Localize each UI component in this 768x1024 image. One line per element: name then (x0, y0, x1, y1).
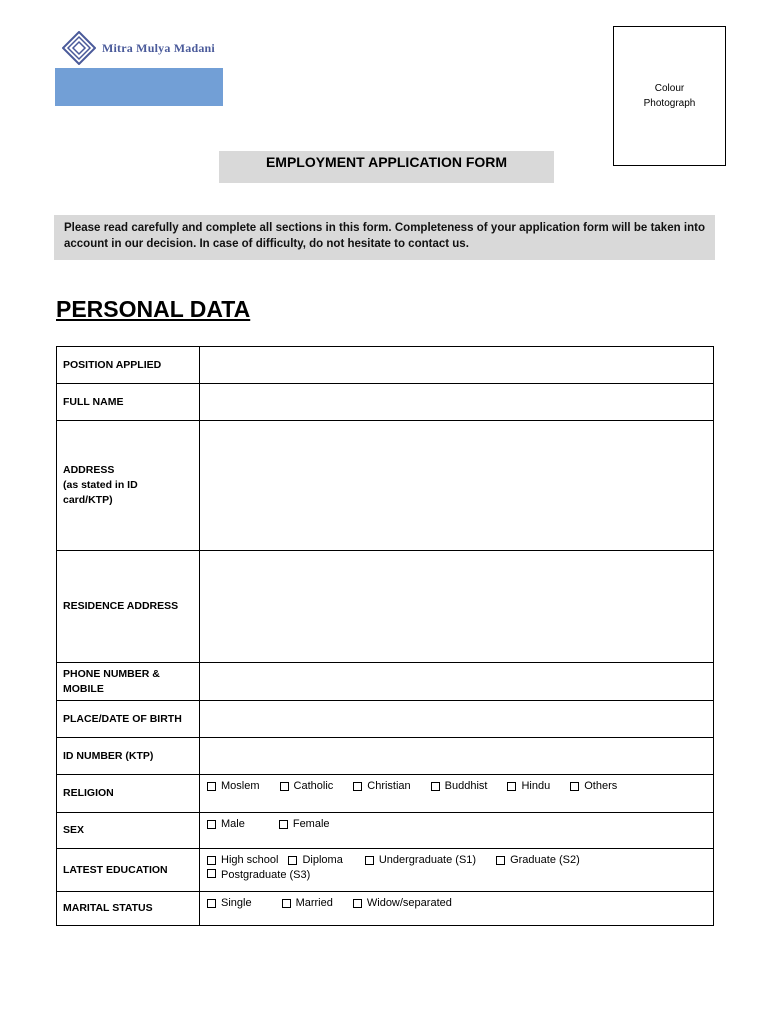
row-id-number (57, 738, 714, 775)
religion-option-christian[interactable] (353, 779, 410, 794)
input-address[interactable] (200, 421, 714, 551)
row-marital-status (57, 892, 714, 926)
checkbox-icon[interactable] (207, 869, 216, 878)
education-option-diploma[interactable] (288, 853, 342, 868)
marital-options (200, 892, 714, 926)
option-label: Diploma (302, 854, 343, 866)
input-birth[interactable] (200, 701, 714, 738)
row-address (57, 421, 714, 551)
option-label: Christian (367, 780, 411, 792)
religion-option-buddhist[interactable] (431, 779, 488, 794)
input-phone[interactable] (200, 663, 714, 701)
notice-text: Please read carefully and complete all sections in this form. Completeness of your application form will be taken into account in our decision. In case of difficulty, do not hesitate to contact us. (54, 215, 715, 260)
option-label: Female (292, 818, 330, 830)
label-position-applied: POSITION APPLIED (57, 347, 200, 384)
education-options (200, 849, 714, 892)
section-title: PERSONAL DATA (56, 296, 251, 322)
checkbox-icon[interactable] (207, 856, 216, 865)
checkbox-icon[interactable] (353, 899, 362, 908)
option-label: Postgraduate (S3) (221, 869, 311, 881)
label-address-line3: card/KTP) (63, 494, 113, 506)
option-label: High school (221, 854, 279, 866)
row-position-applied (57, 347, 714, 384)
option-label: Single (221, 897, 252, 909)
option-label: Moslem (221, 780, 260, 792)
label-phone-line2: MOBILE (63, 682, 104, 695)
label-phone (57, 663, 200, 701)
personal-data-table (56, 346, 714, 926)
option-label: Catholic (293, 780, 334, 792)
checkbox-icon[interactable] (207, 899, 216, 908)
sex-option-male[interactable] (207, 817, 245, 832)
option-label: Widow/separated (366, 897, 452, 909)
label-phone-line1: PHONE NUMBER & (63, 667, 160, 680)
option-label: Undergraduate (S1) (378, 854, 477, 866)
religion-option-others[interactable] (570, 779, 617, 794)
education-option-postgraduate[interactable] (207, 868, 310, 883)
education-option-undergraduate[interactable] (365, 853, 476, 868)
checkbox-icon[interactable] (288, 856, 297, 865)
row-education (57, 849, 714, 892)
checkbox-icon[interactable] (353, 782, 362, 791)
photo-box (613, 26, 726, 166)
checkbox-icon[interactable] (570, 782, 579, 791)
company-name: Mitra Mulya Madani (102, 40, 215, 55)
checkbox-icon[interactable] (431, 782, 440, 791)
label-address-line2: (as stated in ID (63, 479, 138, 491)
checkbox-icon[interactable] (365, 856, 374, 865)
option-label: Married (295, 897, 333, 909)
photo-label-line2: Photograph (643, 98, 696, 109)
label-marital-status: MARITAL STATUS (57, 892, 200, 926)
row-religion (57, 775, 714, 813)
label-address (57, 421, 200, 551)
label-religion: RELIGION (57, 775, 200, 813)
option-label: Others (584, 780, 618, 792)
row-phone (57, 663, 714, 701)
checkbox-icon[interactable] (207, 782, 216, 791)
blue-banner (55, 68, 223, 106)
input-residence-address[interactable] (200, 551, 714, 663)
photo-label-line1: Colour (654, 83, 685, 94)
row-sex (57, 813, 714, 849)
label-birth: PLACE/DATE OF BIRTH (57, 701, 200, 738)
religion-option-hindu[interactable] (507, 779, 550, 794)
sex-option-female[interactable] (279, 817, 330, 832)
education-option-graduate[interactable] (496, 853, 580, 868)
company-logo (62, 31, 215, 65)
label-education: LATEST EDUCATION (57, 849, 200, 892)
label-residence-address: RESIDENCE ADDRESS (57, 551, 200, 663)
marital-option-widow[interactable] (353, 896, 452, 911)
marital-option-married[interactable] (282, 896, 333, 911)
religion-option-catholic[interactable] (280, 779, 334, 794)
checkbox-icon[interactable] (207, 820, 216, 829)
input-full-name[interactable] (200, 384, 714, 421)
checkbox-icon[interactable] (282, 899, 291, 908)
row-full-name (57, 384, 714, 421)
education-option-high-school[interactable] (207, 853, 278, 868)
marital-option-single[interactable] (207, 896, 252, 911)
checkbox-icon[interactable] (280, 782, 289, 791)
religion-option-moslem[interactable] (207, 779, 260, 794)
input-position-applied[interactable] (200, 347, 714, 384)
sex-options (200, 813, 714, 849)
label-sex: SEX (57, 813, 200, 849)
option-label: Graduate (S2) (510, 854, 580, 866)
label-address-line1: ADDRESS (63, 464, 115, 476)
diamond-logo-icon (62, 31, 96, 65)
checkbox-icon[interactable] (496, 856, 505, 865)
checkbox-icon[interactable] (279, 820, 288, 829)
option-label: Hindu (521, 780, 551, 792)
checkbox-icon[interactable] (507, 782, 516, 791)
row-birth (57, 701, 714, 738)
label-full-name: FULL NAME (57, 384, 200, 421)
option-label: Male (221, 818, 245, 830)
row-residence-address (57, 551, 714, 663)
religion-options (200, 775, 714, 813)
label-id-number: ID NUMBER (KTP) (57, 738, 200, 775)
option-label: Buddhist (444, 780, 488, 792)
form-title: EMPLOYMENT APPLICATION FORM (219, 151, 554, 183)
input-id-number[interactable] (200, 738, 714, 775)
